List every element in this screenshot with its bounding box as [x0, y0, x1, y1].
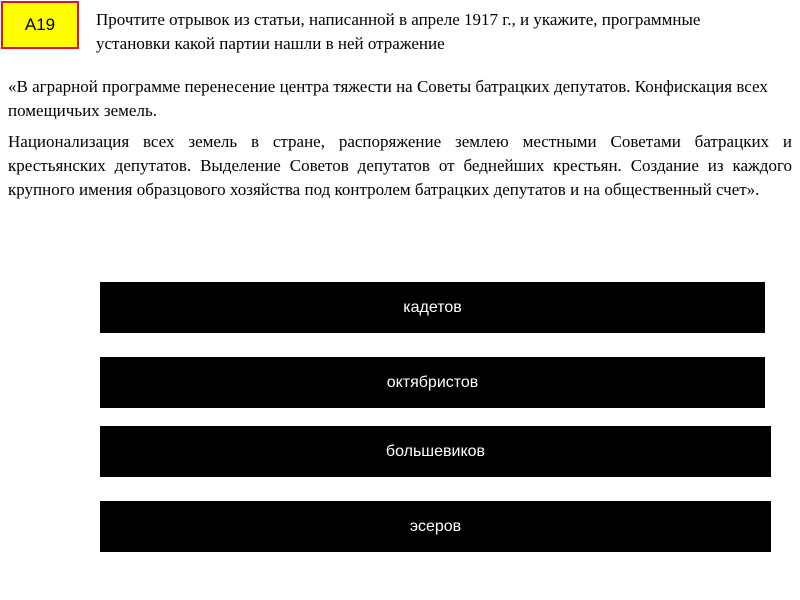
question-number-label: A19	[24, 15, 56, 34]
answer-option-label: кадетов	[403, 298, 462, 316]
answer-option-label: эсеров	[409, 517, 462, 535]
quote-intro-text: «В аграрной программе перенесение центра тяжести на Советы батрацких депутатов. Конфискация всех помещичьих земель.	[8, 77, 768, 120]
answer-option-bolsheviks[interactable]	[100, 426, 771, 477]
question-text: Прочтите отрывок из статьи, написанной в апреле 1917 г., и укажите, программные установки какой партии нашли в ней отражение	[96, 10, 701, 53]
answer-option-kadets[interactable]	[100, 282, 765, 333]
quote-body-text: Национализация всех земель в стране, распоряжение землею местными Советами батрацких и крестьянских депутатов. Выделение Советов депутатов от беднейших крестьян. Создание из каждого крупного имения образцового хозяйства под контролем батрацких депутатов и на общественный счет».	[8, 132, 792, 199]
answer-option-label: октябристов	[386, 373, 479, 391]
answer-option-octobrists[interactable]	[100, 357, 765, 408]
answer-option-esers[interactable]	[100, 501, 771, 552]
answer-option-label: большевиков	[385, 442, 486, 460]
question-number-badge	[1, 1, 79, 49]
